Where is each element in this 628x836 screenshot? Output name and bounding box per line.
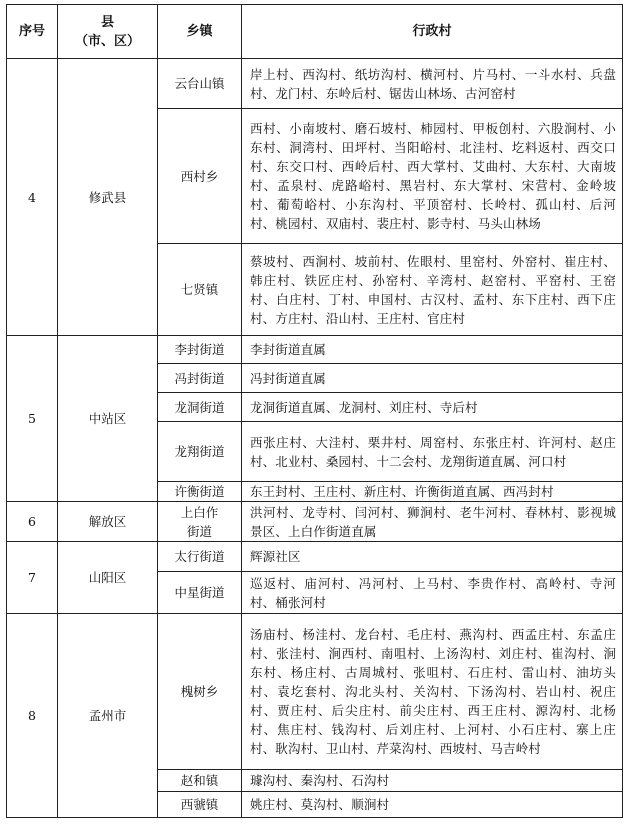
row-villages: 巡返村、庙河村、冯河村、上马村、李贵作村、高岭村、寺河村、桶张河村 [242,572,623,614]
row-town: 上白作 街道 [158,502,242,542]
row-seq: 8 [7,614,58,818]
table-row [7,542,623,572]
row-county: 中站区 [58,336,158,502]
row-villages: 汤庙村、杨洼村、龙台村、毛庄村、燕沟村、西孟庄村、东孟庄村、张洼村、涧西村、南咀村、上汤沟村、刘庄村、崔沟村、涧东村、杨庄村、古周城村、张咀村、石庄村、雷山村、油坊头村、袁圪套村、沟北头村、关沟村、下汤沟村、岩山村、祝庄村、贾庄村、后尖庄村、前尖庄村、西王庄村、源沟村、北杨村、焦庄村、钱沟村、后刘庄村、上河村、小石庄村、寨上庄村、耿沟村、卫山村、芹菜沟村、西坡村、马吉岭村 [242,614,623,770]
row-town: 西村乡 [158,109,242,244]
row-town: 龙洞街道 [158,393,242,422]
row-villages: 冯封街道直属 [242,364,623,393]
header-seq: 序号 [7,5,58,59]
row-villages: 西村、小南坡村、磨石坡村、柿园村、甲板创村、六股涧村、小东村、洞湾村、田坪村、当阳峪村、北洼村、圪料返村、西交口村、东交口村、西岭后村、西大掌村、艾曲村、大东村、大南坡村、孟泉村、虎路峪村、黑岩村、东大掌村、宋营村、金岭坡村、葡萄峪村、小东沟村、平顶窑村、长岭村、孤山村、后河村、桃园村、双庙村、裴庄村、影寺村、马头山林场 [242,109,623,244]
row-county: 修武县 [58,59,158,336]
header-county: 县 （市、区） [58,5,158,59]
row-town: 槐树乡 [158,614,242,770]
village-table [6,4,623,818]
table-row [7,614,623,770]
header-town: 乡镇 [158,5,242,59]
row-villages: 龙洞街道直属、龙洞村、刘庄村、寺后村 [242,393,623,422]
row-seq: 4 [7,59,58,336]
row-villages: 李封街道直属 [242,336,623,364]
row-town: 云台山镇 [158,59,242,109]
row-seq: 7 [7,542,58,614]
header-village: 行政村 [242,5,623,59]
row-town: 赵和镇 [158,770,242,792]
row-villages: 岸上村、西沟村、纸坊沟村、横河村、片马村、一斗水村、兵盘村、龙门村、东岭后村、锯齿山林场、古河窑村 [242,59,623,109]
row-town: 李封街道 [158,336,242,364]
row-villages: 姚庄村、莫沟村、顺涧村 [242,792,623,818]
row-villages: 璩沟村、秦沟村、石沟村 [242,770,623,792]
row-seq: 6 [7,502,58,542]
row-town: 西虢镇 [158,792,242,818]
row-villages: 蔡坡村、西涧村、坡前村、佐眼村、里窑村、外窑村、崔庄村、韩庄村、铁匠庄村、孙窑村、辛湾村、赵窑村、平窑村、王窑村、白庄村、丁村、申国村、古汉村、孟村、东下庄村、西下庄村、方庄村、沿山村、王庄村、官庄村 [242,244,623,336]
row-town: 中星街道 [158,572,242,614]
row-town: 龙翔街道 [158,422,242,482]
row-villages: 东王封村、王庄村、新庄村、许衡街道直属、西冯封村 [242,482,623,502]
row-seq: 5 [7,336,58,502]
header-row [7,5,623,59]
row-town: 七贤镇 [158,244,242,336]
row-county: 孟州市 [58,614,158,818]
row-villages: 西张庄村、大洼村、栗井村、周窑村、东张庄村、许河村、赵庄村、北业村、桑园村、十二会村、龙翔街道直属、河口村 [242,422,623,482]
row-town: 太行街道 [158,542,242,572]
table-row [7,502,623,542]
row-county: 山阳区 [58,542,158,614]
table-row [7,336,623,364]
row-villages: 辉源社区 [242,542,623,572]
row-villages: 洪河村、龙寺村、闫河村、狮涧村、老牛河村、春林村、影视城景区、上白作街道直属 [242,502,623,542]
row-town: 冯封街道 [158,364,242,393]
table-row [7,59,623,109]
row-town: 许衡街道 [158,482,242,502]
row-county: 解放区 [58,502,158,542]
